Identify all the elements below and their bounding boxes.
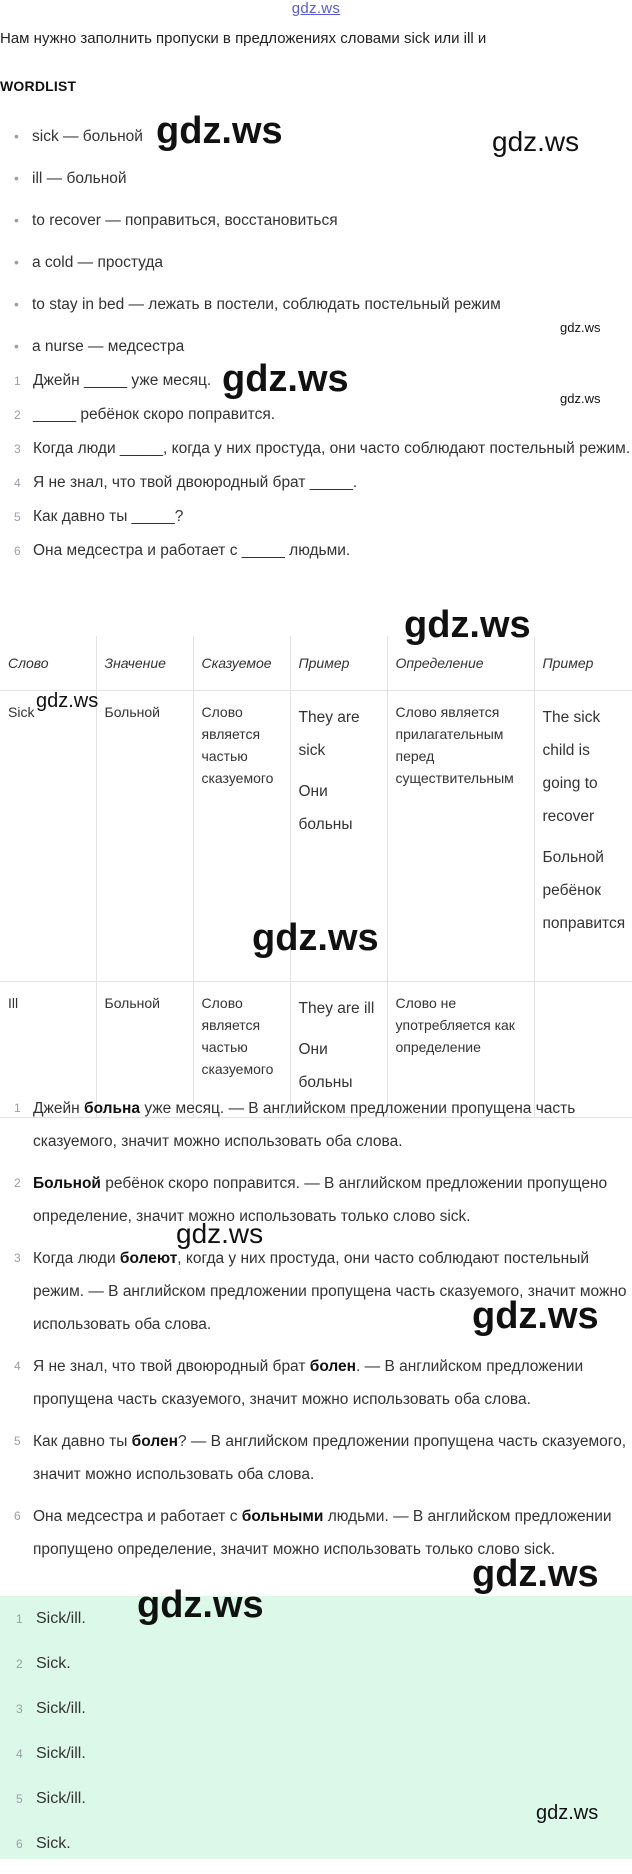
answers-list <box>0 1604 86 1874</box>
answer-item <box>0 1604 86 1649</box>
item-number: 3 <box>14 442 21 456</box>
column-header: Пример <box>534 636 632 691</box>
explanation-text: Джейн <box>33 1100 85 1117</box>
watermark: gdz.ws <box>252 917 379 959</box>
answer-word: болеют <box>119 1250 178 1267</box>
explanation-text: Когда люди <box>33 1250 120 1267</box>
sentence-text: Когда люди _____, когда у них простуда, они часто соблюдают постельный режим. <box>33 440 631 457</box>
answer-item <box>0 1649 86 1694</box>
answer-item <box>0 1829 86 1874</box>
example-line: They are sick <box>298 709 360 759</box>
watermark: gdz.ws <box>472 1553 599 1595</box>
explanation-item <box>0 1092 632 1158</box>
column-header: Сказуемое <box>193 636 290 691</box>
answer-word: больна <box>84 1100 141 1117</box>
wordlist-item: • to recover — поправиться, восстановиться <box>0 204 501 246</box>
item-number: 2 <box>14 408 21 422</box>
explanation-text: ребёнок скоро поправится. — В английском предложении пропущено определение, значит можно использовать только слово sick. <box>33 1175 608 1225</box>
column-header: Значение <box>96 636 193 691</box>
answer-text: Sick/ill. <box>36 1700 86 1717</box>
watermark: gdz.ws <box>560 391 601 406</box>
explanation-text: уже месяц. — В английском предложении пропущена часть сказуемого, значит можно использовать оба слова. <box>33 1100 576 1150</box>
item-number: 6 <box>16 1837 23 1851</box>
item-number: 1 <box>14 374 21 388</box>
item-number: 2 <box>16 1657 23 1671</box>
answer-text: Sick/ill. <box>36 1790 86 1807</box>
wordlist <box>0 120 501 372</box>
watermark: gdz.ws <box>137 1584 264 1626</box>
item-number: 3 <box>14 1251 21 1265</box>
cell-meaning: Больной <box>96 982 193 1118</box>
answer-word: больными <box>241 1508 324 1525</box>
explanation-text: Я не знал, что твой двоюродный брат <box>33 1358 310 1375</box>
explanation-item <box>0 1425 632 1491</box>
item-number: 4 <box>14 1359 21 1373</box>
item-number: 5 <box>16 1792 23 1806</box>
intro-text: Нам нужно заполнить пропуски в предложениях словами sick или ill и <box>0 30 487 47</box>
example-line: Они больны <box>298 783 353 833</box>
wordlist-item: • to stay in bed — лежать в постели, соблюдать постельный режим <box>0 288 501 330</box>
item-number: 4 <box>16 1747 23 1761</box>
item-number: 6 <box>14 1509 21 1523</box>
sentence-text: Как давно ты _____? <box>33 508 184 525</box>
answer-word: болен <box>309 1358 357 1375</box>
watermark: gdz.ws <box>156 110 283 152</box>
watermark: gdz.ws <box>36 690 99 712</box>
answer-word: Больной <box>33 1175 101 1192</box>
wordlist-item: • a nurse — медсестра <box>0 330 501 372</box>
item-number: 2 <box>14 1176 21 1190</box>
explanation-text: . — В английском предложении пропущена часть сказуемого, значит можно использовать оба слова. <box>33 1358 584 1408</box>
sentence-item <box>0 398 632 432</box>
item-number: 4 <box>14 476 21 490</box>
answer-text: Sick/ill. <box>36 1610 86 1627</box>
cell-meaning: Больной <box>96 691 193 982</box>
cell-example <box>534 691 632 982</box>
watermark: gdz.ws <box>492 126 580 157</box>
column-header: Пример <box>290 636 387 691</box>
sentence-text: Она медсестра и работает с _____ людьми. <box>33 542 351 559</box>
answer-word: болен <box>131 1433 178 1450</box>
cell-predicate: Слово является частью сказуемого <box>193 982 290 1118</box>
cell-word: Sick <box>0 691 96 982</box>
example-line: They are ill <box>298 1000 375 1017</box>
table-header-row <box>0 636 632 691</box>
wordlist-item: • a cold — простуда <box>0 246 501 288</box>
sentence-item <box>0 500 632 534</box>
sentence-item <box>0 432 632 466</box>
cell-attribute: Слово не употребляется как определение <box>387 982 534 1118</box>
answer-item <box>0 1784 86 1829</box>
answer-text: Sick/ill. <box>36 1745 86 1762</box>
explanation-text: ? — В английском предложении пропущена часть сказуемого, значит можно использовать оба слова. <box>33 1433 626 1483</box>
example-line: Больной ребёнок поправится <box>542 849 626 932</box>
item-number: 3 <box>16 1702 23 1716</box>
site-watermark-top[interactable]: gdz.ws <box>291 0 341 17</box>
sentence-text: _____ ребёнок скоро поправится. <box>33 406 276 423</box>
item-number: 6 <box>14 544 21 558</box>
wordlist-item: • sick — больной <box>0 120 501 162</box>
sentence-item <box>0 466 632 500</box>
example-line: Они больны <box>298 1041 353 1091</box>
watermark: gdz.ws <box>222 358 349 400</box>
sentence-item <box>0 534 632 568</box>
watermark: gdz.ws <box>536 1802 599 1824</box>
watermark: gdz.ws <box>176 1218 264 1249</box>
wordlist-heading: WORDLIST <box>0 78 77 94</box>
explanation-text: , когда у них простуда, они часто соблюдают постельный режим. — В английском предложении пропущена часть сказуемого, значит можно использовать оба слова. <box>33 1250 627 1333</box>
explanation-text: людьми. — В английском предложении пропущено определение, значит можно использовать только слово sick. <box>33 1508 612 1558</box>
wordlist-item: • ill — больной <box>0 162 501 204</box>
answer-item <box>0 1739 86 1784</box>
item-number: 1 <box>16 1612 23 1626</box>
sentence-text: Я не знал, что твой двоюродный брат _____. <box>33 474 358 491</box>
explanation-text: Как давно ты <box>33 1433 132 1450</box>
example-line: The sick child is going to recover <box>542 709 601 825</box>
sentence-text: Джейн _____ уже месяц. <box>33 372 212 389</box>
explanation-text: Она медсестра и работает с <box>33 1508 242 1525</box>
explanation-item <box>0 1167 632 1233</box>
watermark: gdz.ws <box>404 604 531 646</box>
answer-text: Sick. <box>36 1835 71 1852</box>
answer-text: Sick. <box>36 1655 71 1672</box>
cell-word: Ill <box>0 982 96 1118</box>
item-number: 5 <box>14 510 21 524</box>
item-number: 5 <box>14 1434 21 1448</box>
watermark: gdz.ws <box>560 320 601 335</box>
item-number: 1 <box>14 1101 21 1115</box>
answer-item <box>0 1694 86 1739</box>
cell-attribute: Слово является прилагательным перед существительным <box>387 691 534 982</box>
explanation-item <box>0 1350 632 1416</box>
watermark: gdz.ws <box>472 1295 599 1337</box>
column-header: Слово <box>0 636 96 691</box>
cell-predicate: Слово является частью сказуемого <box>193 691 290 982</box>
column-header: Определение <box>387 636 534 691</box>
